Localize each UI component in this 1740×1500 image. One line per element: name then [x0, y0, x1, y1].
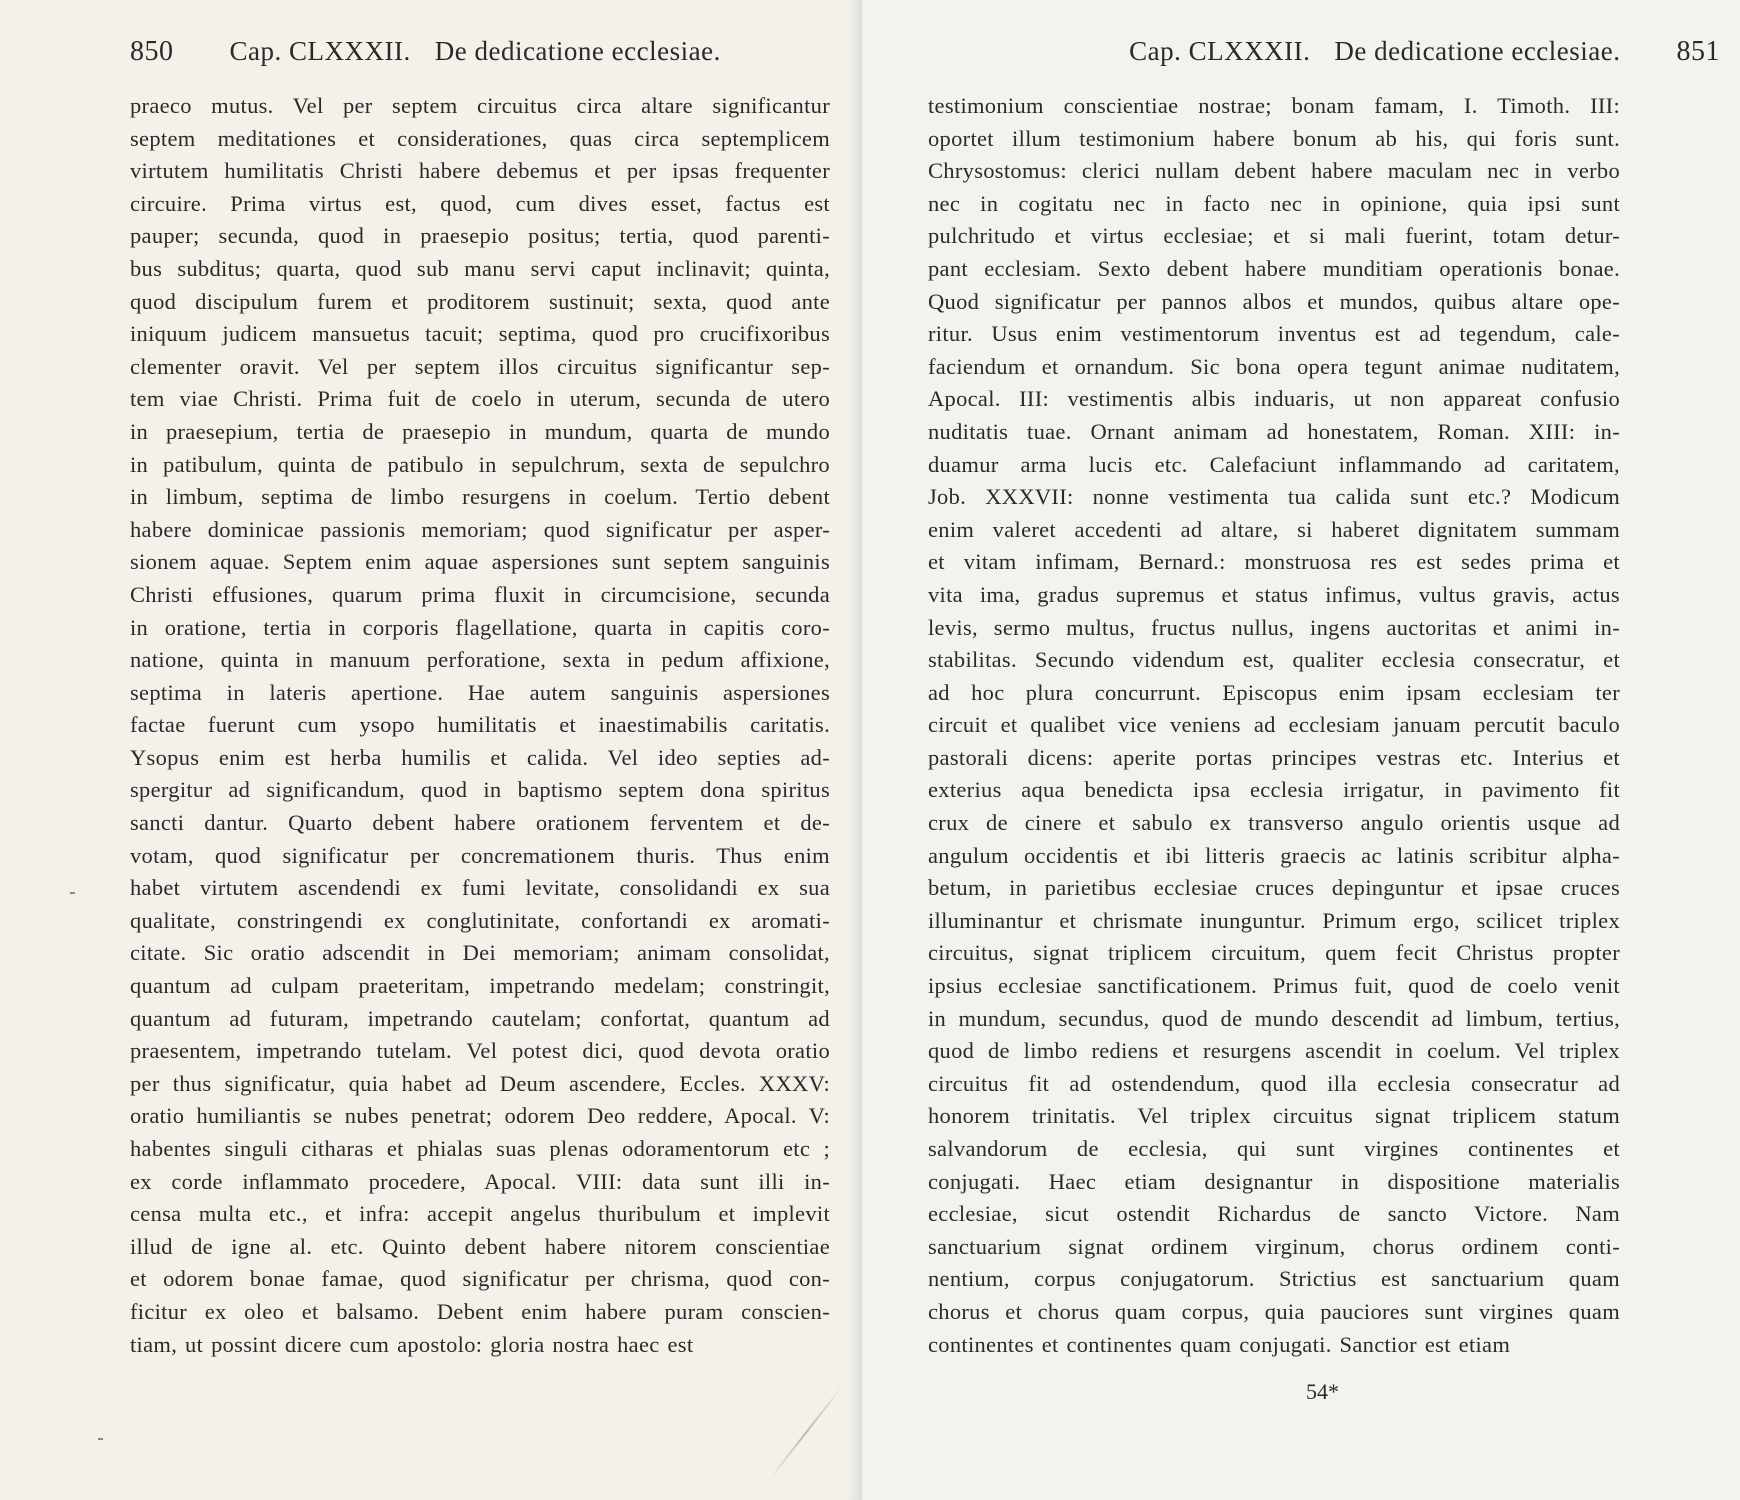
text-line: nec in cogitatu nec in facto nec in opinione, quia ipsi sunt [928, 190, 1620, 216]
text-line: censa multa etc., et infra: accepit angelus thuribulum et implevit [130, 1201, 830, 1227]
text-line: quod de limbo rediens et resurgens ascendit in coelum. Vel triplex [928, 1038, 1620, 1064]
text-line: illuminantur et chrismate inunguntur. Primum ergo, scilicet triplex [928, 907, 1620, 933]
text-line: continentes et continentes quam conjugati. Sanctior est etiam [928, 1331, 1511, 1357]
text-line: chorus et chorus quam corpus, quia pauciores sunt virgines quam [928, 1298, 1620, 1324]
text-line: sancti dantur. Quarto debent habere orationem ferventem et de- [130, 810, 830, 836]
text-line: Ysopus enim est herba humilis et calida. Vel ideo septies ad- [130, 744, 830, 770]
text-line: ritur. Usus enim vestimentorum inventus est ad tegendum, cale- [928, 321, 1620, 347]
text-line: pastorali dicens: aperite portas principes vestras etc. Interius et [928, 744, 1620, 770]
left-page [0, 0, 862, 1500]
text-line: Christi effusiones, quarum prima fluxit in circumcisione, secunda [130, 581, 830, 607]
text-line: iniquum judicem mansuetus tacuit; septima, quod pro crucifixoribus [130, 321, 830, 347]
text-line: oratio humiliantis se nubes penetrat; odorem Deo reddere, Apocal. V: [130, 1103, 830, 1129]
text-line: in oratione, tertia in corporis flagellatione, quarta in capitis coro- [130, 614, 830, 640]
text-line: virtutem humilitatis Christi habere debemus et per ipsas frequenter [130, 158, 830, 184]
page-number: 851 [1676, 36, 1720, 67]
text-line: votam, quod significatur per concremationem thuris. Thus enim [130, 842, 830, 868]
text-line: praeco mutus. Vel per septem circuitus circa altare significantur [130, 93, 830, 118]
text-line: natione, quinta in manuum perforatione, sexta in pedum affixione, [130, 647, 830, 673]
text-line: Quod significatur per pannos albos et mundos, quibus altare ope- [928, 288, 1620, 314]
text-line: habere dominicae passionis memoriam; quod significatur per asper- [130, 516, 830, 542]
text-line: salvandorum de ecclesia, qui sunt virgines continentes et [928, 1136, 1620, 1161]
text-line: circuitus fit ad ostendendum, quod illa ecclesia consecratur ad [928, 1070, 1620, 1096]
right-body-text [928, 90, 1620, 1361]
chapter-subject: De dedicatione ecclesiae. [434, 36, 721, 66]
text-line: Job. XXXVII: nonne vestimenta tua calida sunt etc.? Modicum [928, 484, 1620, 510]
right-page [862, 0, 1740, 1500]
text-line: et vitam infimam, Bernard.: monstruosa res est sedes prima et [928, 549, 1620, 575]
text-line: septem meditationes et considerationes, quas circa septemplicem [130, 125, 830, 151]
text-line: betum, in parietibus ecclesiae cruces depinguntur et ipsae cruces [928, 875, 1620, 901]
text-line: per thus significatur, quia habet ad Deum ascendere, Eccles. XXXV: [130, 1070, 830, 1096]
text-line: pant ecclesiam. Sexto debent habere munditiam operationis bonae. [928, 255, 1620, 281]
text-line: praesentem, impetrando tutelam. Vel potest dici, quod devota oratio [130, 1038, 830, 1064]
text-line: ex corde inflammato procedere, Apocal. VIII: data sunt illi in- [130, 1168, 830, 1194]
text-line: in patibulum, quinta de patibulo in sepulchrum, sexta de sepulchro [130, 451, 830, 477]
text-line: Chrysostomus: clerici nullam debent habere maculam nec in verbo [928, 158, 1620, 184]
text-line: septima in lateris apertione. Hae autem sanguinis aspersiones [130, 679, 830, 705]
text-line: circuire. Prima virtus est, quod, cum dives esset, factus est [130, 190, 830, 216]
text-line: habentes singuli citharas et phialas suas plenas odoramentorum etc ; [130, 1136, 830, 1161]
text-line: conjugati. Haec etiam designantur in dispositione materialis [928, 1168, 1620, 1194]
text-line: sionem aquae. Septem enim aquae aspersiones sunt septem sanguinis [130, 549, 830, 575]
margin-mark [98, 1438, 103, 1440]
text-line: ecclesiae, sicut ostendit Richardus de sancto Victore. Nam [928, 1201, 1620, 1227]
text-line: pauper; secunda, quod in praesepio positus; tertia, quod parenti- [130, 223, 830, 249]
text-line: tem viae Christi. Prima fuit de coelo in uterum, secunda de utero [130, 386, 830, 412]
text-line: quantum ad futuram, impetrando cautelam; confortat, quantum ad [130, 1005, 830, 1031]
text-line: in mundum, secundus, quod de mundo descendit ad limbum, tertius, [928, 1005, 1620, 1031]
text-line: ipsius ecclesiae sanctificationem. Primus fuit, quod de coelo venit [928, 973, 1620, 999]
text-line: crux de cinere et sabulo ex transverso angulo orientis usque ad [928, 810, 1620, 836]
text-line: oportet illum testimonium habere bonum ab his, qui foris sunt. [928, 125, 1620, 151]
text-line: nentium, corpus conjugatorum. Strictius est sanctuarium quam [928, 1266, 1620, 1292]
text-line: faciendum et ornandum. Sic bona opera tegunt animae nuditatem, [928, 353, 1620, 379]
chapter-title: Cap. CLXXXII. [1129, 36, 1311, 66]
text-line: illud de igne al. etc. Quinto debent habere nitorem conscientiae [130, 1233, 830, 1259]
chapter-subject: De dedicatione ecclesiae. [1334, 36, 1621, 66]
margin-mark [70, 892, 75, 894]
text-line: vita ima, gradus supremus et status infimus, vultus gravis, actus [928, 581, 1620, 607]
text-line: Apocal. III: vestimentis albis induaris, ut non appareat confusio [928, 386, 1620, 412]
text-line: honorem trinitatis. Vel triplex circuitus signat triplicem statum [928, 1103, 1620, 1129]
chapter-title: Cap. CLXXXII. [229, 36, 411, 66]
text-line: in praesepium, tertia de praesepio in mundum, quarta de mundo [130, 418, 830, 444]
text-line: angulum occidentis et ibi litteris graecis ac latinis scribitur alpha- [928, 842, 1620, 868]
text-line: duamur arma lucis etc. Calefaciunt inflammando ad caritatem, [928, 451, 1620, 477]
text-line: testimonium conscientiae nostrae; bonam famam, I. Timoth. III: [928, 93, 1620, 118]
text-line: levis, sermo multus, fructus nullus, ingens auctoritas et animi in- [928, 614, 1620, 640]
text-line: sanctuarium signat ordinem virginum, chorus ordinem conti- [928, 1233, 1620, 1259]
text-line: qualitate, constringendi ex conglutinitate, confortandi ex aromati- [130, 907, 830, 933]
text-line: bus subditus; quarta, quod sub manu servi caput inclinavit; quinta, [130, 255, 830, 281]
text-line: exterius aqua benedicta ipsa ecclesia irrigatur, in pavimento fit [928, 777, 1620, 803]
text-line: et odorem bonae famae, quod significatur per chrisma, quod con- [130, 1266, 830, 1292]
text-line: habet virtutem ascendendi ex fumi levitate, consolidandi ex sua [130, 875, 830, 901]
text-line: factae fuerunt cum ysopo humilitatis et inaestimabilis caritatis. [130, 712, 830, 738]
text-line: enim valeret accedenti ad altare, si haberet dignitatem summam [928, 516, 1620, 542]
text-line: ficitur ex oleo et balsamo. Debent enim habere puram conscien- [130, 1298, 830, 1324]
text-line: stabilitas. Secundo videndum est, qualiter ecclesia consecratur, et [928, 647, 1620, 673]
signature-mark: 54* [1306, 1379, 1339, 1404]
text-line: circuit et qualibet vice veniens ad ecclesiam januam percutit baculo [928, 712, 1620, 738]
text-line: tiam, ut possint dicere cum apostolo: gloria nostra haec est [130, 1331, 694, 1357]
text-line: quod discipulum furem et proditorem sustinuit; sexta, quod ante [130, 288, 830, 314]
page-number: 850 [130, 36, 174, 67]
left-body-text [130, 90, 830, 1361]
text-line: in limbum, septima de limbo resurgens in coelum. Tertio debent [130, 484, 830, 510]
text-line: clementer oravit. Vel per septem illos circuitus significantur sep- [130, 353, 830, 379]
left-running-header [130, 36, 830, 76]
text-line: nuditatis tuae. Ornant animam ad honestatem, Roman. XIII: in- [928, 418, 1620, 444]
text-line: ad hoc plura concurrunt. Episcopus enim ipsam ecclesiam ter [928, 679, 1620, 705]
text-line: circuitus, signat triplicem circuitum, quem fecit Christus propter [928, 940, 1620, 966]
text-line: quantum ad culpam praeteritam, impetrando medelam; constringit, [130, 973, 830, 999]
text-line: pulchritudo et virtus ecclesiae; et si mali fuerint, totam detur- [928, 223, 1620, 249]
right-running-header [1028, 36, 1720, 76]
text-line: citate. Sic oratio adscendit in Dei memoriam; animam consolidat, [130, 940, 830, 966]
text-line: spergitur ad significandum, quod in baptismo septem dona spiritus [130, 777, 830, 803]
